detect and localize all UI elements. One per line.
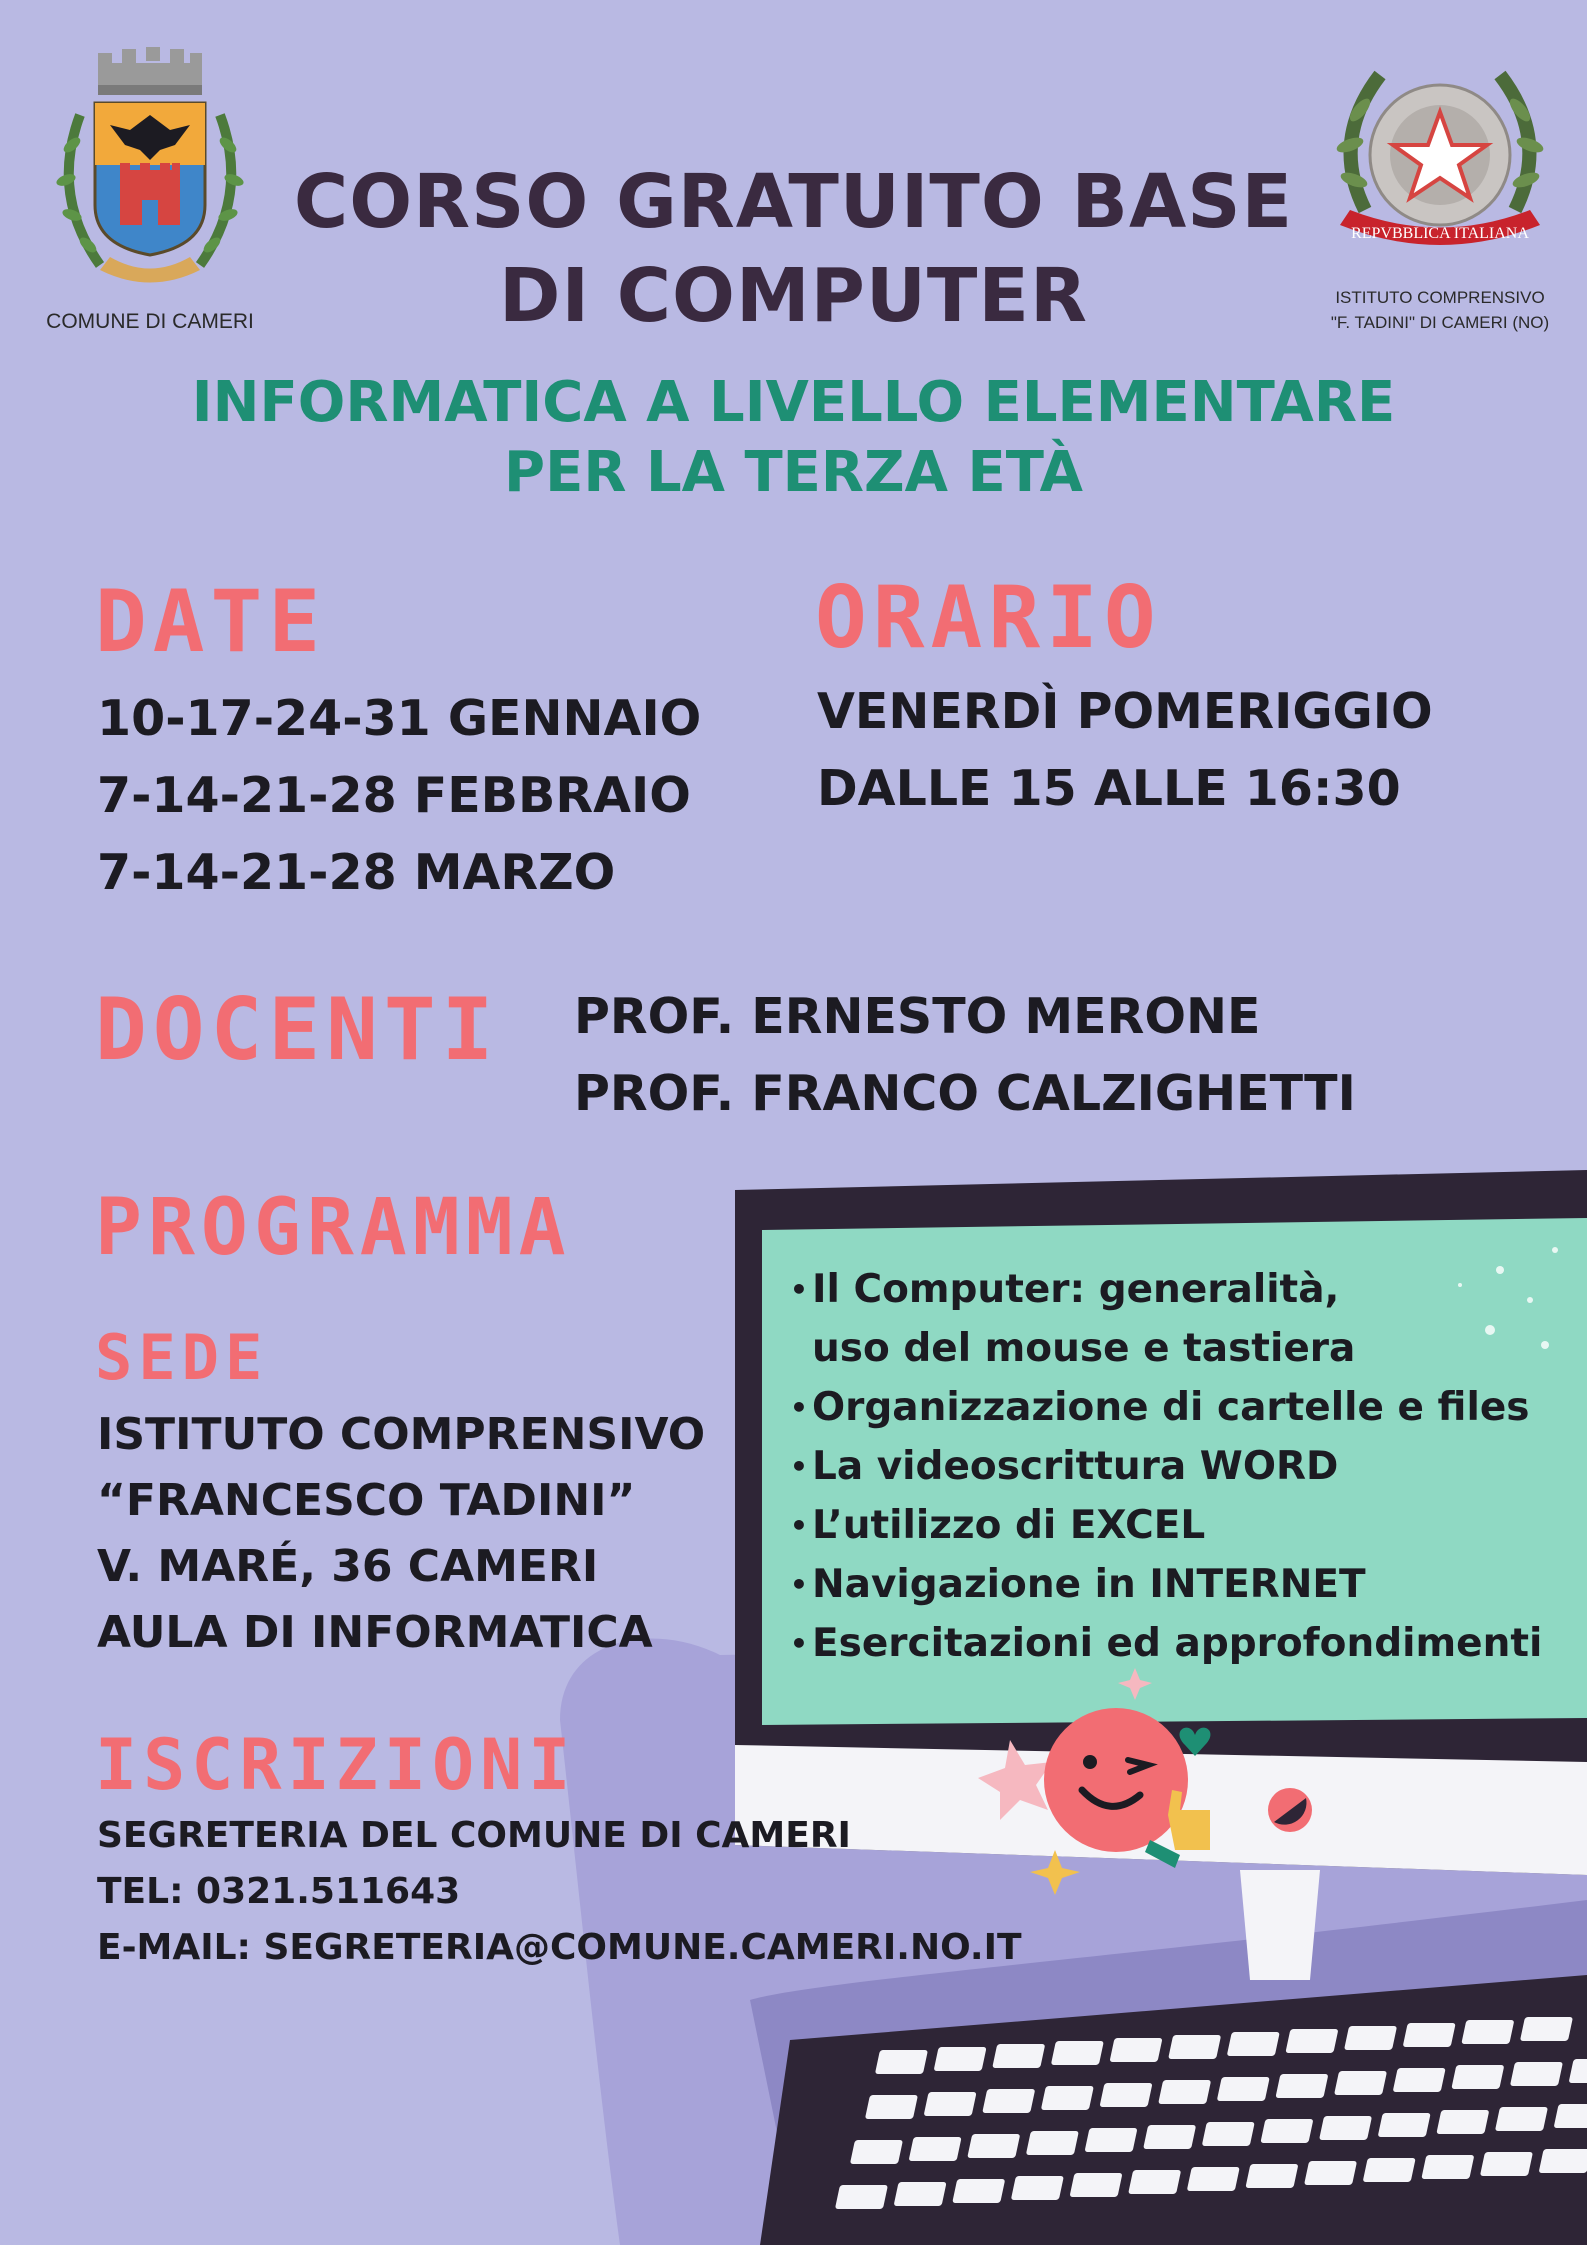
programma-item: • L’utilizzo di EXCEL xyxy=(790,1496,1580,1555)
docente-line: PROF. ERNESTO MERONE xyxy=(574,988,1261,1045)
iscrizioni-phone: TEL: 0321.511643 xyxy=(97,1871,461,1912)
date-heading: DATE xyxy=(95,572,327,672)
sede-heading: SEDE xyxy=(95,1321,269,1394)
orario-heading: ORARIO xyxy=(815,568,1162,668)
orario-line: DALLE 15 ALLE 16:30 xyxy=(817,760,1401,817)
orario-line: VENERDÌ POMERIGGIO xyxy=(817,683,1433,740)
date-line: 7-14-21-28 FEBBRAIO xyxy=(97,767,691,824)
comune-caption: COMUNE DI CAMERI xyxy=(46,310,254,333)
emblem-ribbon-text: REPVBBLICA ITALIANA xyxy=(1351,225,1529,242)
programma-item-text: Il Computer: generalità, xyxy=(812,1267,1340,1312)
iscrizioni-contacts xyxy=(97,1808,1022,1976)
date-list xyxy=(97,680,701,911)
sede-line: “FRANCESCO TADINI” xyxy=(97,1475,636,1526)
sede-line: ISTITUTO COMPRENSIVO xyxy=(97,1409,706,1460)
programma-item xyxy=(790,1260,1580,1378)
iscrizioni-email: E-MAIL: SEGRETERIA@COMUNE.CAMERI.NO.IT xyxy=(97,1927,1022,1968)
iscrizioni-heading: ISCRIZIONI xyxy=(95,1724,577,1806)
docenti-list xyxy=(574,978,1356,1132)
istituto-caption-line1: ISTITUTO COMPRENSIVO xyxy=(1335,288,1545,307)
docente-line: PROF. FRANCO CALZIGHETTI xyxy=(574,1065,1356,1122)
programma-item: • Navigazione in INTERNET xyxy=(790,1555,1580,1614)
programma-item-cont: uso del mouse e tastiera xyxy=(812,1326,1356,1371)
istituto-caption-line2: "F. TADINI" DI CAMERI (NO) xyxy=(1330,313,1550,332)
programma-heading: PROGRAMMA xyxy=(95,1183,572,1273)
subtitle-line2: PER LA TERZA ETÀ xyxy=(504,440,1083,505)
sede-address xyxy=(97,1402,705,1666)
title-line1: CORSO GRATUITO BASE xyxy=(293,159,1294,245)
sede-line: AULA DI INFORMATICA xyxy=(97,1607,653,1658)
page-title xyxy=(0,155,1587,343)
docenti-heading: DOCENTI xyxy=(95,980,500,1080)
page-subtitle xyxy=(0,368,1587,508)
sede-line: V. MARÉ, 36 CAMERI xyxy=(97,1541,599,1592)
date-line: 7-14-21-28 MARZO xyxy=(97,844,616,901)
iscrizioni-office: SEGRETERIA DEL COMUNE DI CAMERI xyxy=(97,1815,851,1856)
monitor-stand xyxy=(1240,1870,1320,1980)
orario-list xyxy=(817,673,1433,827)
programma-list xyxy=(790,1260,1580,1673)
programma-item: • La videoscrittura WORD xyxy=(790,1437,1580,1496)
subtitle-line1: INFORMATICA A LIVELLO ELEMENTARE xyxy=(191,370,1396,435)
date-line: 10-17-24-31 GENNAIO xyxy=(97,690,702,747)
programma-item: • Esercitazioni ed approfondimenti xyxy=(790,1614,1580,1673)
title-line2: DI COMPUTER xyxy=(499,253,1088,339)
programma-item: • Organizzazione di cartelle e files xyxy=(790,1378,1580,1437)
